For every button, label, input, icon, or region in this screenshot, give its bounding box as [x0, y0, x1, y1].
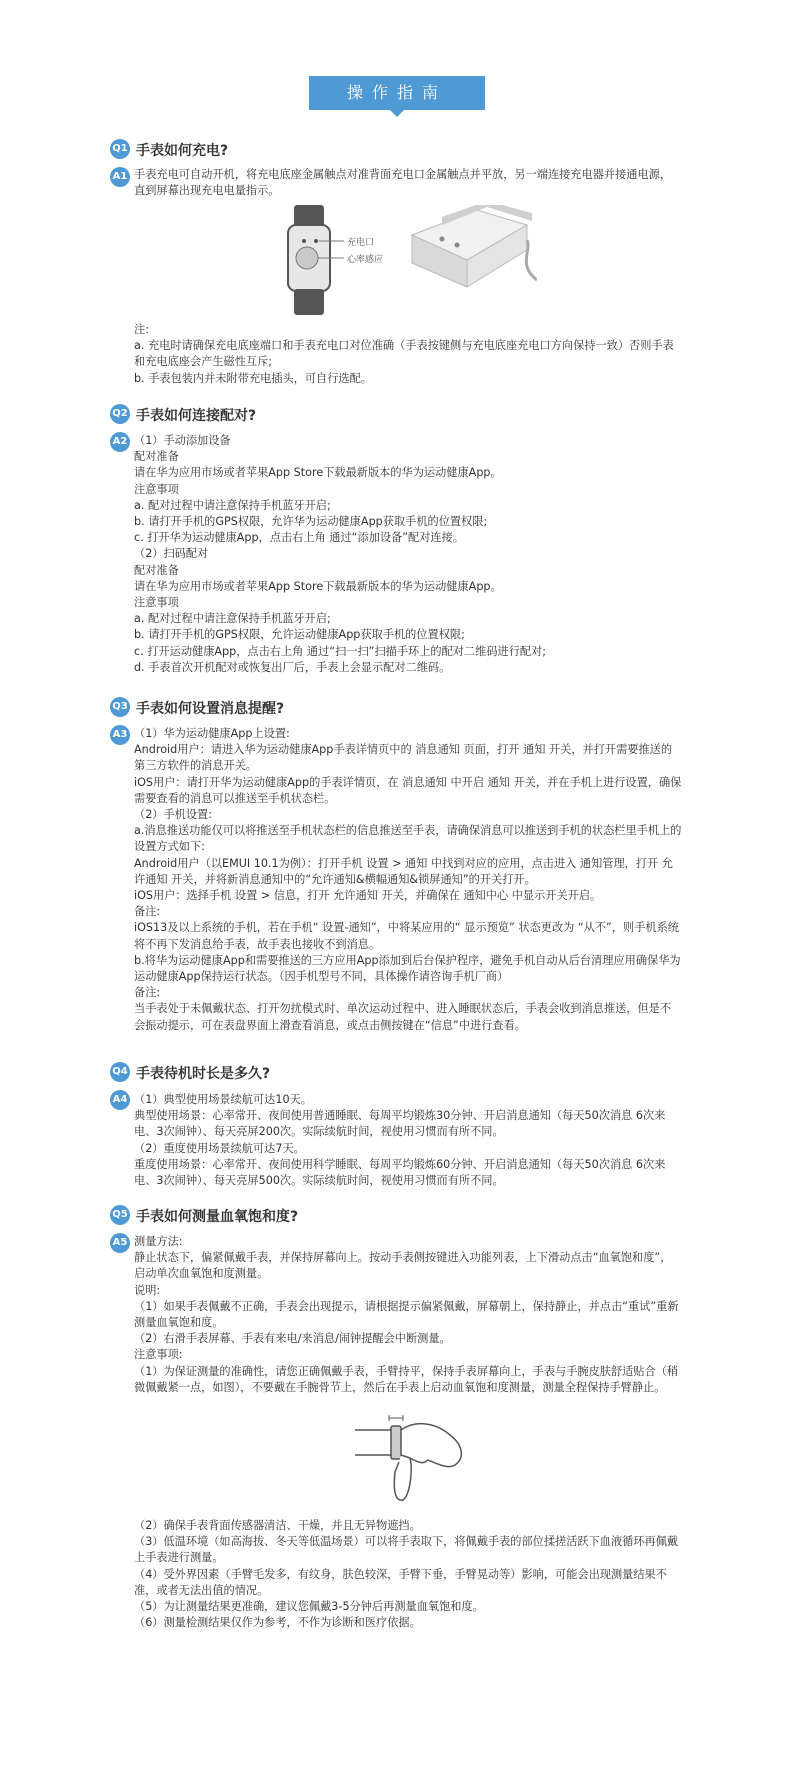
q2-line: 请在华为应用市场或者苹果App Store下载最新版本的华为运动健康App。 [134, 466, 502, 480]
q3-line: a.消息推送功能仅可以将推送至手机状态栏的信息推送至手表，请确保消息可以推送到手机的状态栏里手机上的设置方式如下: [134, 824, 682, 854]
q5-notes [134, 1518, 682, 1631]
charging-figure [282, 205, 537, 315]
q2-answer [134, 433, 682, 676]
a3-badge: A3 [110, 725, 130, 745]
q5-line: （2）右滑手表屏幕、手表有来电/来消息/闹钟提醒会中断测量。 [134, 1332, 451, 1346]
q2-line: 注意事项 [134, 596, 179, 610]
a1-badge: A1 [110, 167, 130, 187]
q4-answer [134, 1092, 682, 1189]
a4-badge: A4 [110, 1090, 130, 1110]
q1-badge: Q1 [110, 139, 130, 159]
q4-line: （1）典型使用场景续航可达10天。 [134, 1093, 312, 1106]
note-item: b. 手表包装内并未附带充电插头，可自行选配。 [134, 371, 372, 385]
q2-line: c. 打开运动健康App，点击右上角 通过“扫一扫”扫描手环上的配对二维码进行配对; [134, 644, 547, 658]
q3-line: Android用户（以EMUI 10.1为例）：打开手机 设置 > 通知 中找到对应的应用，点击进入 通知管理，打开 允许通知 开关，并将新消息通知中的“允许通知&横幅通知&锁屏通知”的开关打开。 [134, 856, 673, 886]
q3-title: 手表如何设置消息提醒? [136, 701, 285, 717]
label-heart-rate: 心率感应 [347, 255, 384, 265]
label-charging-port: 充电口 [347, 238, 375, 248]
q5-note: （2）确保手表背面传感器清洁、干燥，并且无异物遮挡。 [134, 1519, 421, 1532]
q3-line: （2）手机设置: [134, 808, 213, 822]
q5-title: 手表如何测量血氧饱和度? [136, 1209, 299, 1225]
charger-contact-dot [440, 237, 445, 242]
page-title-banner: 操作指南 [309, 76, 485, 110]
q1-answer [134, 167, 682, 199]
heart-rate-sensor-icon [296, 247, 318, 269]
q5-line: 测量方法: [134, 1235, 183, 1248]
q1-title: 手表如何充电? [136, 143, 229, 159]
q3-answer [134, 726, 682, 1034]
q2-line: 注意事项 [134, 482, 179, 496]
q3-line: （1）华为运动健康App上设置: [134, 727, 290, 740]
q5-line: 说明: [134, 1283, 161, 1297]
q3-line: iOS13及以上系统的手机，若在手机“ 设置-通知”，中将某应用的“ 显示预览” 状态更改为 “从不”，则手机系统将不再下发消息给手表，故手表也接收不到消息。 [134, 921, 679, 951]
q2-line: a. 配对过程中请注意保持手机蓝牙开启; [134, 498, 331, 512]
q1-notes [134, 322, 682, 387]
thumb-outline [410, 1458, 427, 1463]
q3-badge: Q3 [110, 697, 130, 717]
watch-strap-bottom [294, 289, 324, 315]
q4-line: （2）重度使用场景续航可达7天。 [134, 1141, 305, 1155]
q2-line: d. 手表首次开机配对或恢复出厂后，手表上会显示配对二维码。 [134, 660, 451, 674]
q2-line: 配对准备 [134, 450, 179, 464]
a2-badge: A2 [110, 432, 130, 452]
banner-pointer [390, 110, 404, 117]
charging-cable [526, 240, 537, 280]
q2-badge: Q2 [110, 404, 130, 424]
q3-line: Android用户：请进入华为运动健康App手表详情页中的 消息通知 页面，打开 通知 开关，并打开需要推送的第三方软件的消息开关。 [134, 743, 673, 773]
q3-line: iOS用户：选择手机 设置 > 信息，打开 允许通知 开关，并确保在 通知中心 中显示开关开启。 [134, 889, 602, 903]
q3-line: 备注: [134, 905, 161, 919]
q4-line: 典型使用场景：心率常开、夜间使用普通睡眠、每周平均锻炼30分钟、开启消息通知（每天50次消息 6次来电、3次闹钟）、每天亮屏200次。实际续航时间，视使用习惯而有所不同。 [134, 1109, 666, 1139]
q4-line: 重度使用场景：心率常开、夜间使用科学睡眠、每周平均锻炼60分钟、开启消息通知（每天50次消息 6次来电、3次闹钟）、每天亮屏500次。实际续航时间，视使用习惯而有所不同。 [134, 1157, 666, 1188]
q5-line: （1）如果手表佩戴不正确，手表会出现提示，请根据提示偏紧佩戴，屏幕朝上，保持静止，并点击“重试”重新测量血氧饱和度。 [134, 1299, 679, 1330]
q5-line: 注意事项: [134, 1348, 183, 1362]
charging-port-dot [302, 239, 306, 243]
q2-line: 请在华为应用市场或者苹果App Store下载最新版本的华为运动健康App。 [134, 579, 502, 593]
q5-answer [134, 1234, 682, 1396]
charging-port-dot [314, 239, 318, 243]
q1-intro: 手表充电可自动开机，将充电底座金属触点对准背面充电口金属触点并平放，另一端连接充电器并接通电源，直到屏幕出现充电电量指示。 [134, 168, 672, 198]
a5-badge: A5 [110, 1233, 130, 1253]
q2-line: （2）扫码配对 [134, 547, 209, 561]
q5-line: 静止状态下，偏紧佩戴手表，并保持屏幕向上。按动手表侧按键进入功能列表，上下滑动点击“血氧饱和度”，启动单次血氧饱和度测量。 [134, 1251, 672, 1281]
q5-note: （3）低温环境（如高海拔、冬天等低温场景）可以将手表取下，将佩戴手表的部位揉搓活跃下血液循环再佩戴上手表进行测量。 [134, 1535, 679, 1565]
q5-line: （1）为保证测量的准确性，请您正确佩戴手表，手臂持平，保持手表屏幕向上，手表与手腕皮肤舒适贴合（稍微佩戴紧一点，如图），不要戴在手腕骨节上，然后在手表上启动血氧饱和度测量，测量全程保持手臂静止。 [134, 1364, 679, 1394]
q5-note: （6）测量检测结果仅作为参考，不作为诊断和医疗依据。 [134, 1616, 421, 1630]
q5-badge: Q5 [110, 1205, 130, 1225]
q2-line: 配对准备 [134, 563, 179, 577]
q4-title: 手表待机时长是多久? [136, 1066, 271, 1082]
watch-on-wrist-icon [391, 1426, 401, 1459]
q3-line: 备注: [134, 986, 161, 1000]
charger-contact-dot [455, 243, 460, 248]
q2-line: b. 请打开手机的GPS权限，允许运动健康App获取手机的位置权限; [134, 628, 465, 642]
q4-badge: Q4 [110, 1062, 130, 1082]
q5-note: （4）受外界因素（手臂毛发多，有纹身，肤色较深，手臂下垂，手臂晃动等）影响，可能会出现测量结果不准，或者无法出值的情况。 [134, 1567, 667, 1597]
note-heading: 注: [134, 323, 149, 336]
note-item: a. 充电时请确保充电底座端口和手表充电口对位准确（手表按键侧与充电底座充电口方向保持一致）否则手表和充电底座会产生磁性互斥; [134, 339, 674, 369]
q2-line: a. 配对过程中请注意保持手机蓝牙开启; [134, 612, 331, 626]
finger-outline [394, 1455, 411, 1500]
q2-line: c. 打开华为运动健康App，点击右上角 通过“添加设备”配对连接。 [134, 531, 464, 545]
forearm-outline [355, 1430, 395, 1455]
q3-line: 当手表处于未佩戴状态、打开勿扰模式时、单次运动过程中、进入睡眠状态后，手表会收到消息推送，但是不会振动提示，可在表盘界面上滑查看消息，或点击侧按键在“信息”中进行查看。 [134, 1002, 672, 1032]
q3-line: b.将华为运动健康App和需要推送的三方应用App添加到后台保护程序，避免手机自动从后台清理应用确保华为运动健康App保持运行状态。（因手机型号不同，具体操作请咨询手机厂商） [134, 953, 681, 984]
wrist-figure [355, 1410, 475, 1502]
q5-note: （5）为让测量结果更准确，建议您佩戴3-5分钟后再测量血氧饱和度。 [134, 1600, 484, 1614]
q3-line: iOS用户：请打开华为运动健康App的手表详情页，在 消息通知 中开启 通知 开关，并在手机上进行设置，确保需要查看的消息可以推送至手机状态栏。 [134, 775, 682, 805]
q2-line: （1）手动添加设备 [134, 434, 231, 447]
q2-line: b. 请打开手机的GPS权限，允许华为运动健康App获取手机的位置权限; [134, 515, 488, 529]
q2-title: 手表如何连接配对? [136, 408, 257, 424]
